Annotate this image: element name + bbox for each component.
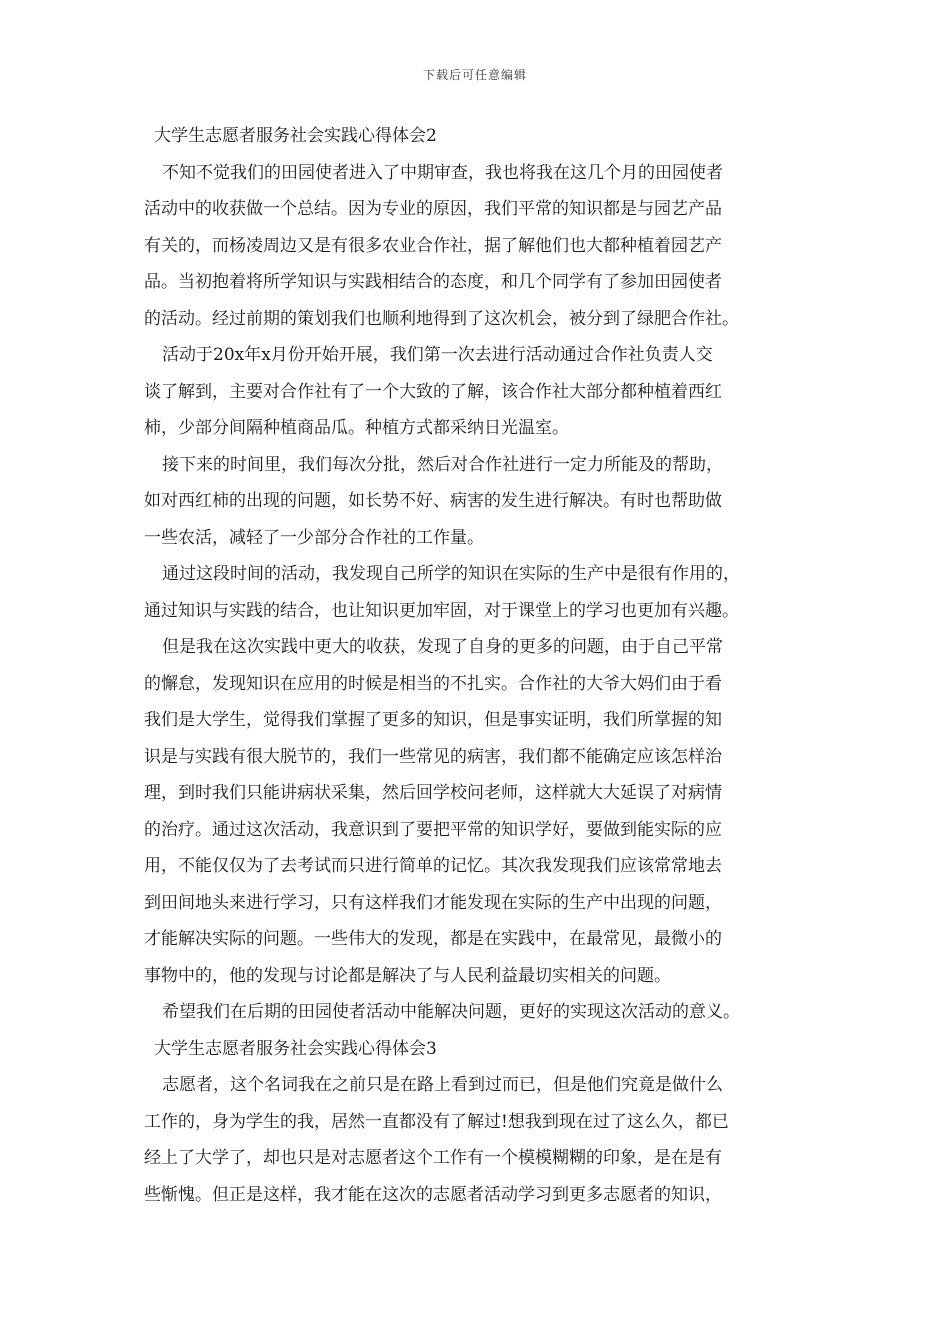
text-line: 谈了解到，主要对合作社有了一个大致的了解，该合作社大部分都种植着西红 bbox=[144, 381, 722, 402]
text-line: 些惭愧。但正是这样，我才能在这次的志愿者活动学习到更多志愿者的知识， bbox=[144, 1184, 722, 1205]
text-line: 不知不觉我们的田园使者进入了中期审查，我也将我在这几个月的田园使者 bbox=[162, 162, 723, 183]
text-line: 理，到时我们只能讲病状采集，然后回学校问老师，这样就大大延误了对病情 bbox=[144, 783, 722, 803]
paragraph bbox=[144, 155, 808, 338]
text-line: 希望我们在后期的田园使者活动中能解决问题，更好的实现这次活动的意义。 bbox=[162, 1002, 740, 1022]
text-line: 如对西红柿的出现的问题，如长势不好、病害的发生进行解决。有时也帮助做 bbox=[144, 491, 722, 511]
text-line: 经上了大学了，却也只是对志愿者这个工作有一个模模糊糊的印象，是在是有 bbox=[144, 1148, 722, 1168]
text-line: 通过知识与实践的结合，也让知识更加牢固，对于课堂上的学习也更加有兴趣。 bbox=[144, 600, 739, 621]
document-body bbox=[144, 118, 808, 1213]
text-line: 到田间地头来进行学习，只有这样我们才能发现在实际的生产中出现的问题， bbox=[144, 892, 722, 913]
text-line: 识是与实践有很大脱节的，我们一些常见的病害，我们都不能确定应该怎样治 bbox=[144, 746, 722, 767]
text-line: 的活动。经过前期的策划我们也顺利地得到了这次机会，被分到了绿肥合作社。 bbox=[144, 308, 739, 329]
paragraph bbox=[144, 629, 808, 994]
text-line: 活动中的收获做一个总结。因为专业的原因，我们平常的知识都是与园艺产品 bbox=[144, 199, 722, 219]
text-line: 有关的，而杨凌周边又是有很多农业合作社，据了解他们也大都种植着园艺产 bbox=[144, 235, 722, 256]
text-line: 接下来的时间里，我们每次分批，然后对合作社进行一定力所能及的帮助， bbox=[162, 454, 723, 475]
text-line: 的治疗。通过这次活动，我意识到了要把平常的知识学好，要做到能实际的应 bbox=[144, 819, 722, 840]
paragraph bbox=[144, 994, 808, 1031]
text-line: 用，不能仅仅为了去考试而只进行简单的记忆。其次我发现我们应该常常地去 bbox=[144, 856, 722, 876]
paragraph bbox=[144, 556, 808, 629]
text-line: 但是我在这次实践中更大的收获，发现了自身的更多的问题，由于自己平常 bbox=[162, 637, 723, 657]
text-line: 我们是大学生，觉得我们掌握了更多的知识，但是事实证明，我们所掌握的知 bbox=[144, 710, 722, 730]
text-line: 柿，少部分间隔种植商品瓜。种植方式都采纳日光温室。 bbox=[144, 418, 569, 438]
section-title: 大学生志愿者服务社会实践心得体会3 bbox=[154, 1038, 437, 1059]
text-line: 的懈怠，发现知识在应用的时候是相当的不扎实。合作社的大爷大妈们由于看 bbox=[144, 673, 722, 694]
text-line: 工作的，身为学生的我，居然一直都没有了解过!想我到现在过了这么久，都已 bbox=[144, 1111, 729, 1132]
paragraph bbox=[144, 337, 808, 447]
paragraph bbox=[144, 447, 808, 557]
page-header bbox=[0, 66, 950, 83]
text-line: 志愿者，这个名词我在之前只是在路上看到过而已，但是他们究竟是做什么 bbox=[162, 1075, 723, 1095]
section-title: 大学生志愿者服务社会实践心得体会2 bbox=[154, 126, 437, 146]
text-line: 活动于20x年x月份开始开展，我们第一次去进行活动通过合作社负责人交 bbox=[162, 345, 713, 365]
text-line: 事物中的，他的发现与讨论都是解决了与人民利益最切实相关的问题。 bbox=[144, 965, 671, 986]
header-text: 下载后可任意编辑 bbox=[422, 68, 527, 82]
paragraph bbox=[144, 1067, 808, 1213]
text-line: 一些农活，减轻了一少部分合作社的工作量。 bbox=[144, 527, 484, 548]
text-line: 才能解决实际的问题。一些伟大的发现，都是在实践中，在最常见，最微小的 bbox=[144, 929, 722, 949]
text-line: 品。当初抱着将所学知识与实践相结合的态度，和几个同学有了参加田园使者 bbox=[144, 272, 722, 292]
text-line: 通过这段时间的活动，我发现自己所学的知识在实际的生产中是很有作用的， bbox=[162, 564, 740, 584]
